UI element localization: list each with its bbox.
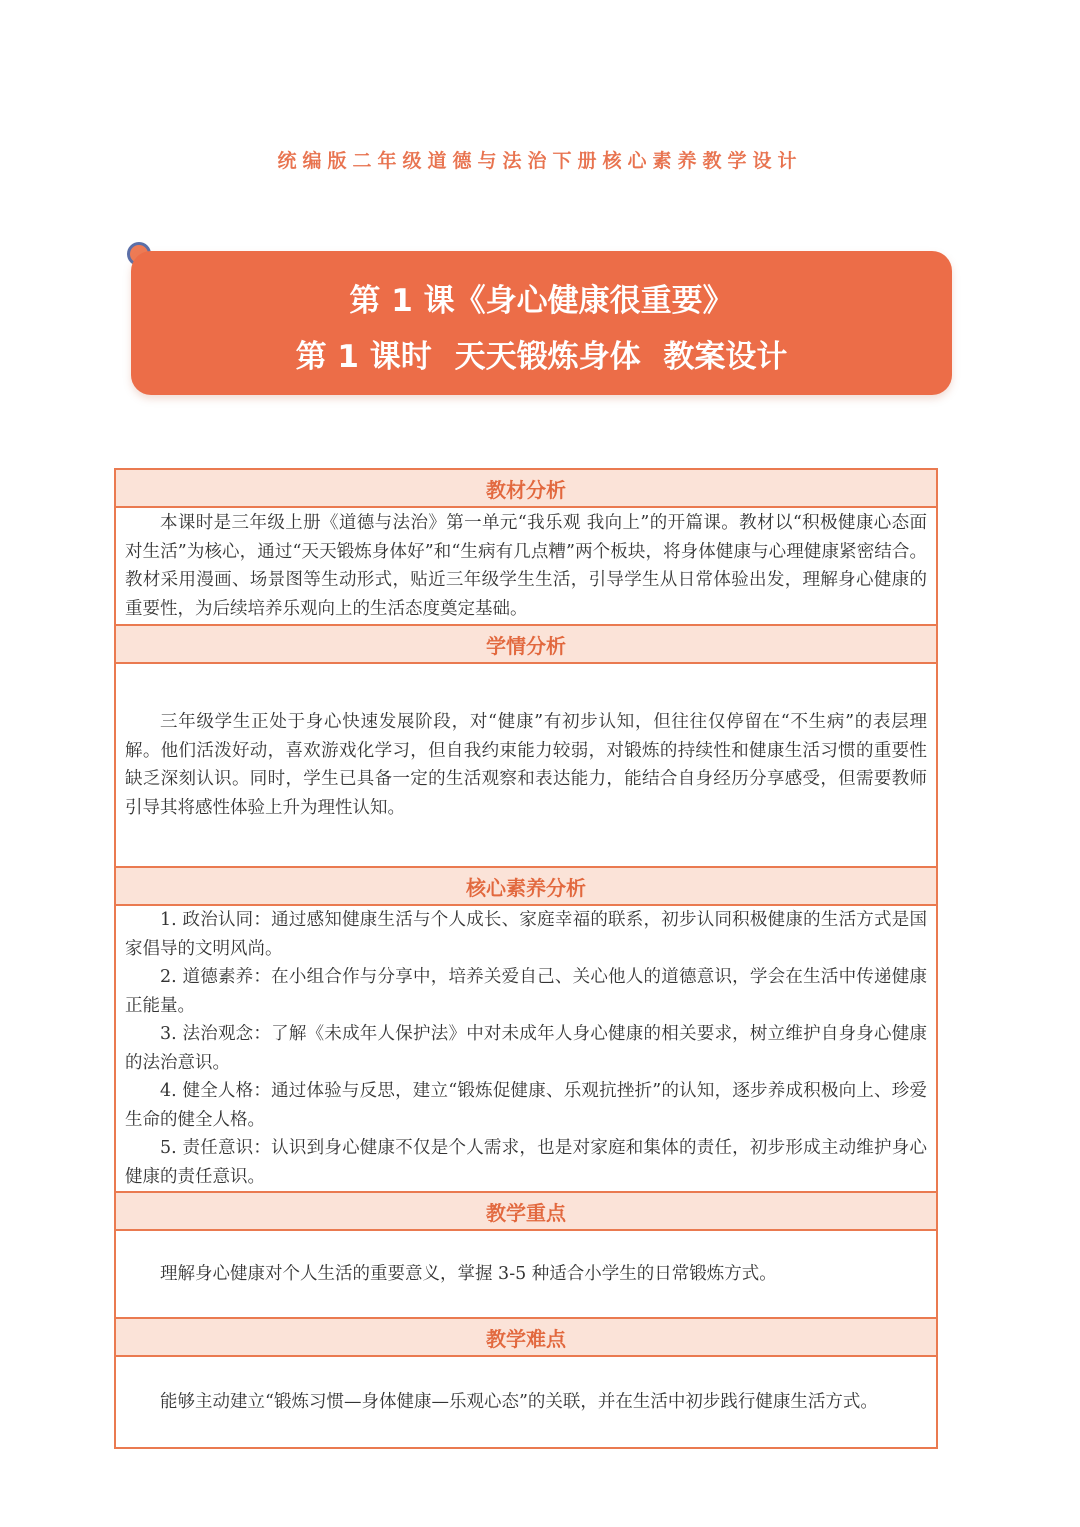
- section-body-core-literacy: [116, 906, 936, 1193]
- lesson-subtitle: [131, 331, 952, 376]
- section-heading-textbook-analysis: 教材分析: [116, 470, 936, 508]
- lesson-topic: 天天锻炼身体: [454, 339, 641, 375]
- literacy-item-political: 1. 政治认同：通过感知健康生活与个人成长、家庭幸福的联系，初步认同积极健康的生活方式是国家倡导的文明风尚。: [125, 910, 927, 959]
- section-body-student-analysis: [116, 664, 936, 868]
- section-heading-student-analysis: 学情分析: [116, 626, 936, 664]
- paragraph: 能够主动建立“锻炼习惯—身体健康—乐观心态”的关联，并在生活中初步践行健康生活方式。: [160, 1391, 878, 1412]
- literacy-item-personality: 4. 健全人格：通过体验与反思，建立“锻炼促健康、乐观抗挫折”的认知，逐步养成积极向上、珍爱生命的健全人格。: [125, 1081, 927, 1130]
- series-header: 统编版二年级道德与法治下册核心素养教学设计: [277, 150, 803, 172]
- section-heading-key-points: 教学重点: [116, 1193, 936, 1231]
- lesson-period: 第 1 课时: [295, 339, 432, 375]
- section-body-difficulties: [116, 1357, 936, 1447]
- lesson-title: 第 1 课《身心健康很重要》: [349, 283, 734, 319]
- section-body-key-points: [116, 1231, 936, 1319]
- paragraph: 三年级学生正处于身心快速发展阶段，对“健康”有初步认知，但往往仅停留在“不生病”的表层理解。他们活泼好动，喜欢游戏化学习，但自我约束能力较弱，对锻炼的持续性和健康生活习惯的重要性缺乏深刻认识。同时，学生已具备一定的生活观察和表达能力，能结合自身经历分享感受，但需要教师引导其将感性体验上升为理性认知。: [125, 712, 927, 818]
- paragraph: 理解身心健康对个人生活的重要意义，掌握 3-5 种适合小学生的日常锻炼方式。: [160, 1263, 777, 1284]
- lesson-plan-table: [114, 468, 938, 1449]
- lesson-doc-type: 教案设计: [663, 339, 788, 375]
- section-body-textbook-analysis: [116, 508, 936, 626]
- section-heading-difficulties: 教学难点: [116, 1319, 936, 1357]
- section-heading-core-literacy: 核心素养分析: [116, 868, 936, 906]
- literacy-item-responsibility: 5. 责任意识：认识到身心健康不仅是个人需求，也是对家庭和集体的责任，初步形成主动维护身心健康的责任意识。: [125, 1138, 927, 1187]
- paragraph: 本课时是三年级上册《道德与法治》第一单元“我乐观 我向上”的开篇课。教材以“积极健康心态面对生活”为核心，通过“天天锻炼身体好”和“生病有几点糟”两个板块，将身体健康与心理健康紧密结合。教材采用漫画、场景图等生动形式，贴近三年级学生生活，引导学生从日常体验出发，理解身心健康的重要性，为后续培养乐观向上的生活态度奠定基础。: [125, 513, 927, 619]
- literacy-item-law: 3. 法治观念：了解《未成年人保护法》中对未成年人身心健康的相关要求，树立维护自身身心健康的法治意识。: [125, 1024, 927, 1073]
- title-banner: [131, 251, 952, 395]
- literacy-item-moral: 2. 道德素养：在小组合作与分享中，培养关爱自己、关心他人的道德意识，学会在生活中传递健康正能量。: [125, 967, 927, 1016]
